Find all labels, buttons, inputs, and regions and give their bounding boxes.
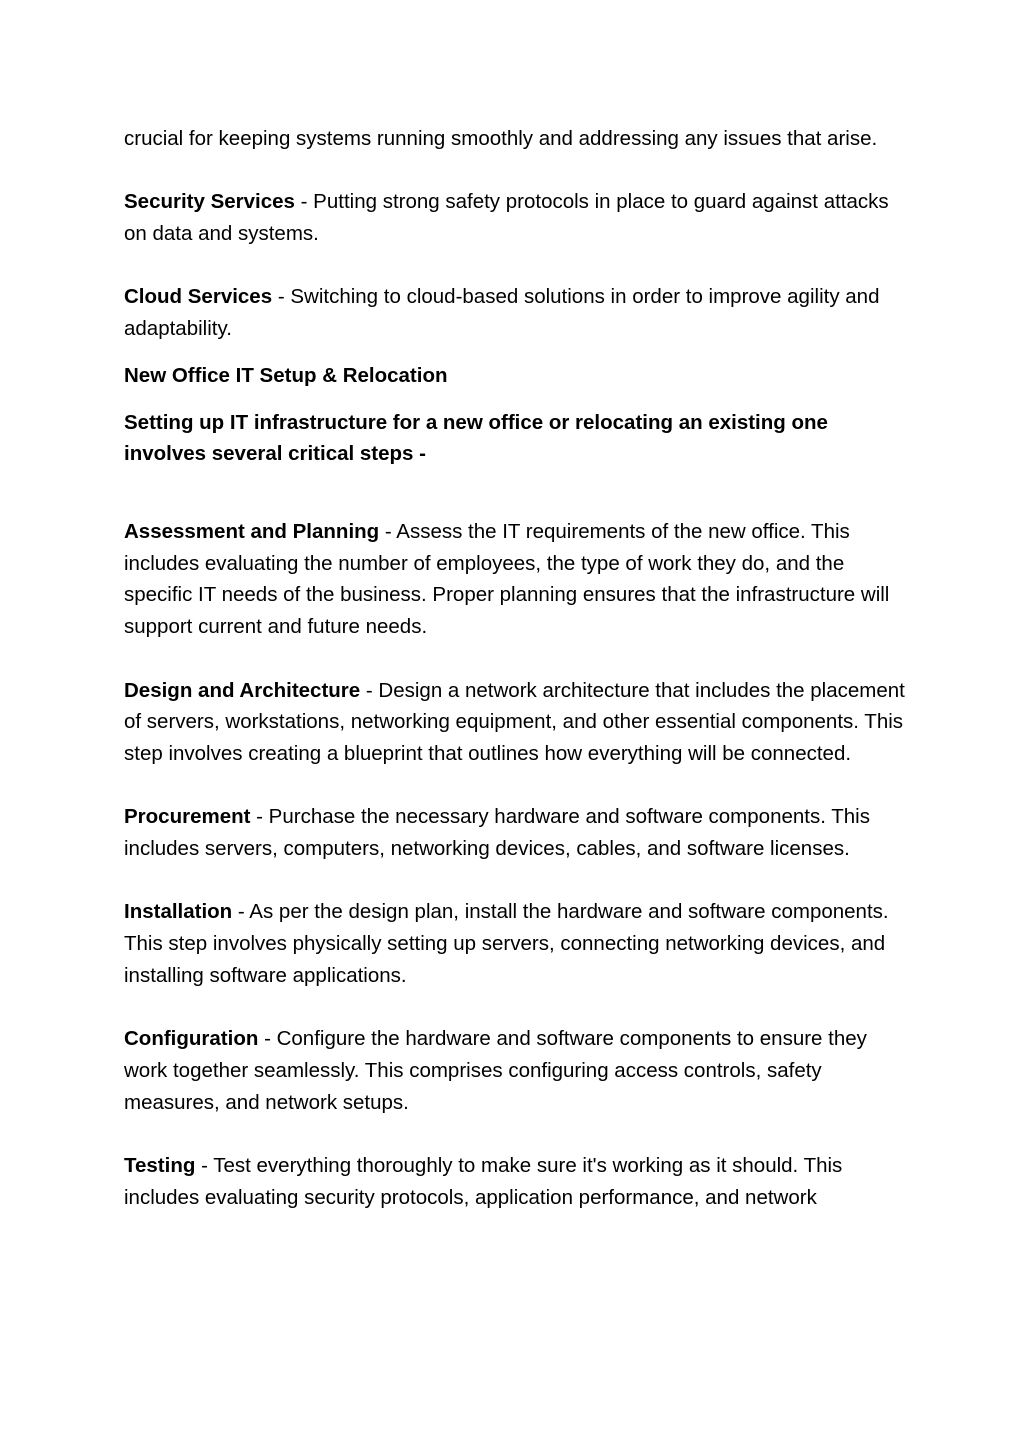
intro-paragraph [124, 123, 914, 155]
document-page [124, 123, 914, 1245]
service-cloud-text: - Switching to cloud-based solutions in order to improve agility and adaptability. [124, 285, 880, 341]
step-procurement-label: Procurement [124, 805, 251, 829]
step-design-label: Design and Architecture [124, 678, 361, 702]
step-procurement-text: - Purchase the necessary hardware and software components. This includes servers, computers, networking devices, cables, and software licenses. [124, 805, 870, 860]
service-cloud-label: Cloud Services [124, 285, 273, 309]
step-procurement-paragraph [124, 801, 914, 864]
service-security-label: Security Services [124, 190, 295, 214]
step-installation-paragraph [124, 896, 914, 991]
service-security-text: - Putting strong safety protocols in place to guard against attacks on data and systems. [124, 190, 889, 246]
step-assessment-text: - Assess the IT requirements of the new office. This includes evaluating the number of employees, the type of work they do, and the specific IT needs of the business. Proper planning ensures that the infrastructure will support current and future needs. [124, 520, 890, 639]
step-design-text: - Design a network architecture that includes the placement of servers, workstations, networking equipment, and other essential components. This step involves creating a blueprint that outlines how everything will be connected. [124, 678, 905, 765]
step-testing-label: Testing [124, 1153, 196, 1177]
step-configuration-text: - Configure the hardware and software components to ensure they work together seamlessly. This comprises configuring access controls, safety measures, and network setups. [124, 1027, 867, 1114]
section-title: New Office IT Setup & Relocation [124, 363, 448, 387]
service-cloud-paragraph [124, 281, 914, 344]
step-installation-text: - As per the design plan, install the hardware and software components. This step involves physically setting up servers, connecting networking devices, and installing software applications. [124, 900, 889, 987]
section-lead: Setting up IT infrastructure for a new office or relocating an existing one involves several critical steps - [124, 410, 828, 466]
step-installation-label: Installation [124, 900, 233, 924]
step-assessment-paragraph [124, 516, 914, 643]
step-configuration-paragraph [124, 1023, 914, 1118]
intro-text: crucial for keeping systems running smoothly and addressing any issues that arise. [124, 127, 878, 150]
step-configuration-label: Configuration [124, 1027, 259, 1051]
step-assessment-label: Assessment and Planning [124, 520, 380, 543]
service-security-paragraph [124, 186, 914, 249]
step-testing-text: - Test everything thoroughly to make sure it's working as it should. This includes evaluating security protocols, application performance, and network [124, 1153, 843, 1209]
step-testing-paragraph [124, 1150, 914, 1213]
step-design-paragraph [124, 675, 914, 770]
